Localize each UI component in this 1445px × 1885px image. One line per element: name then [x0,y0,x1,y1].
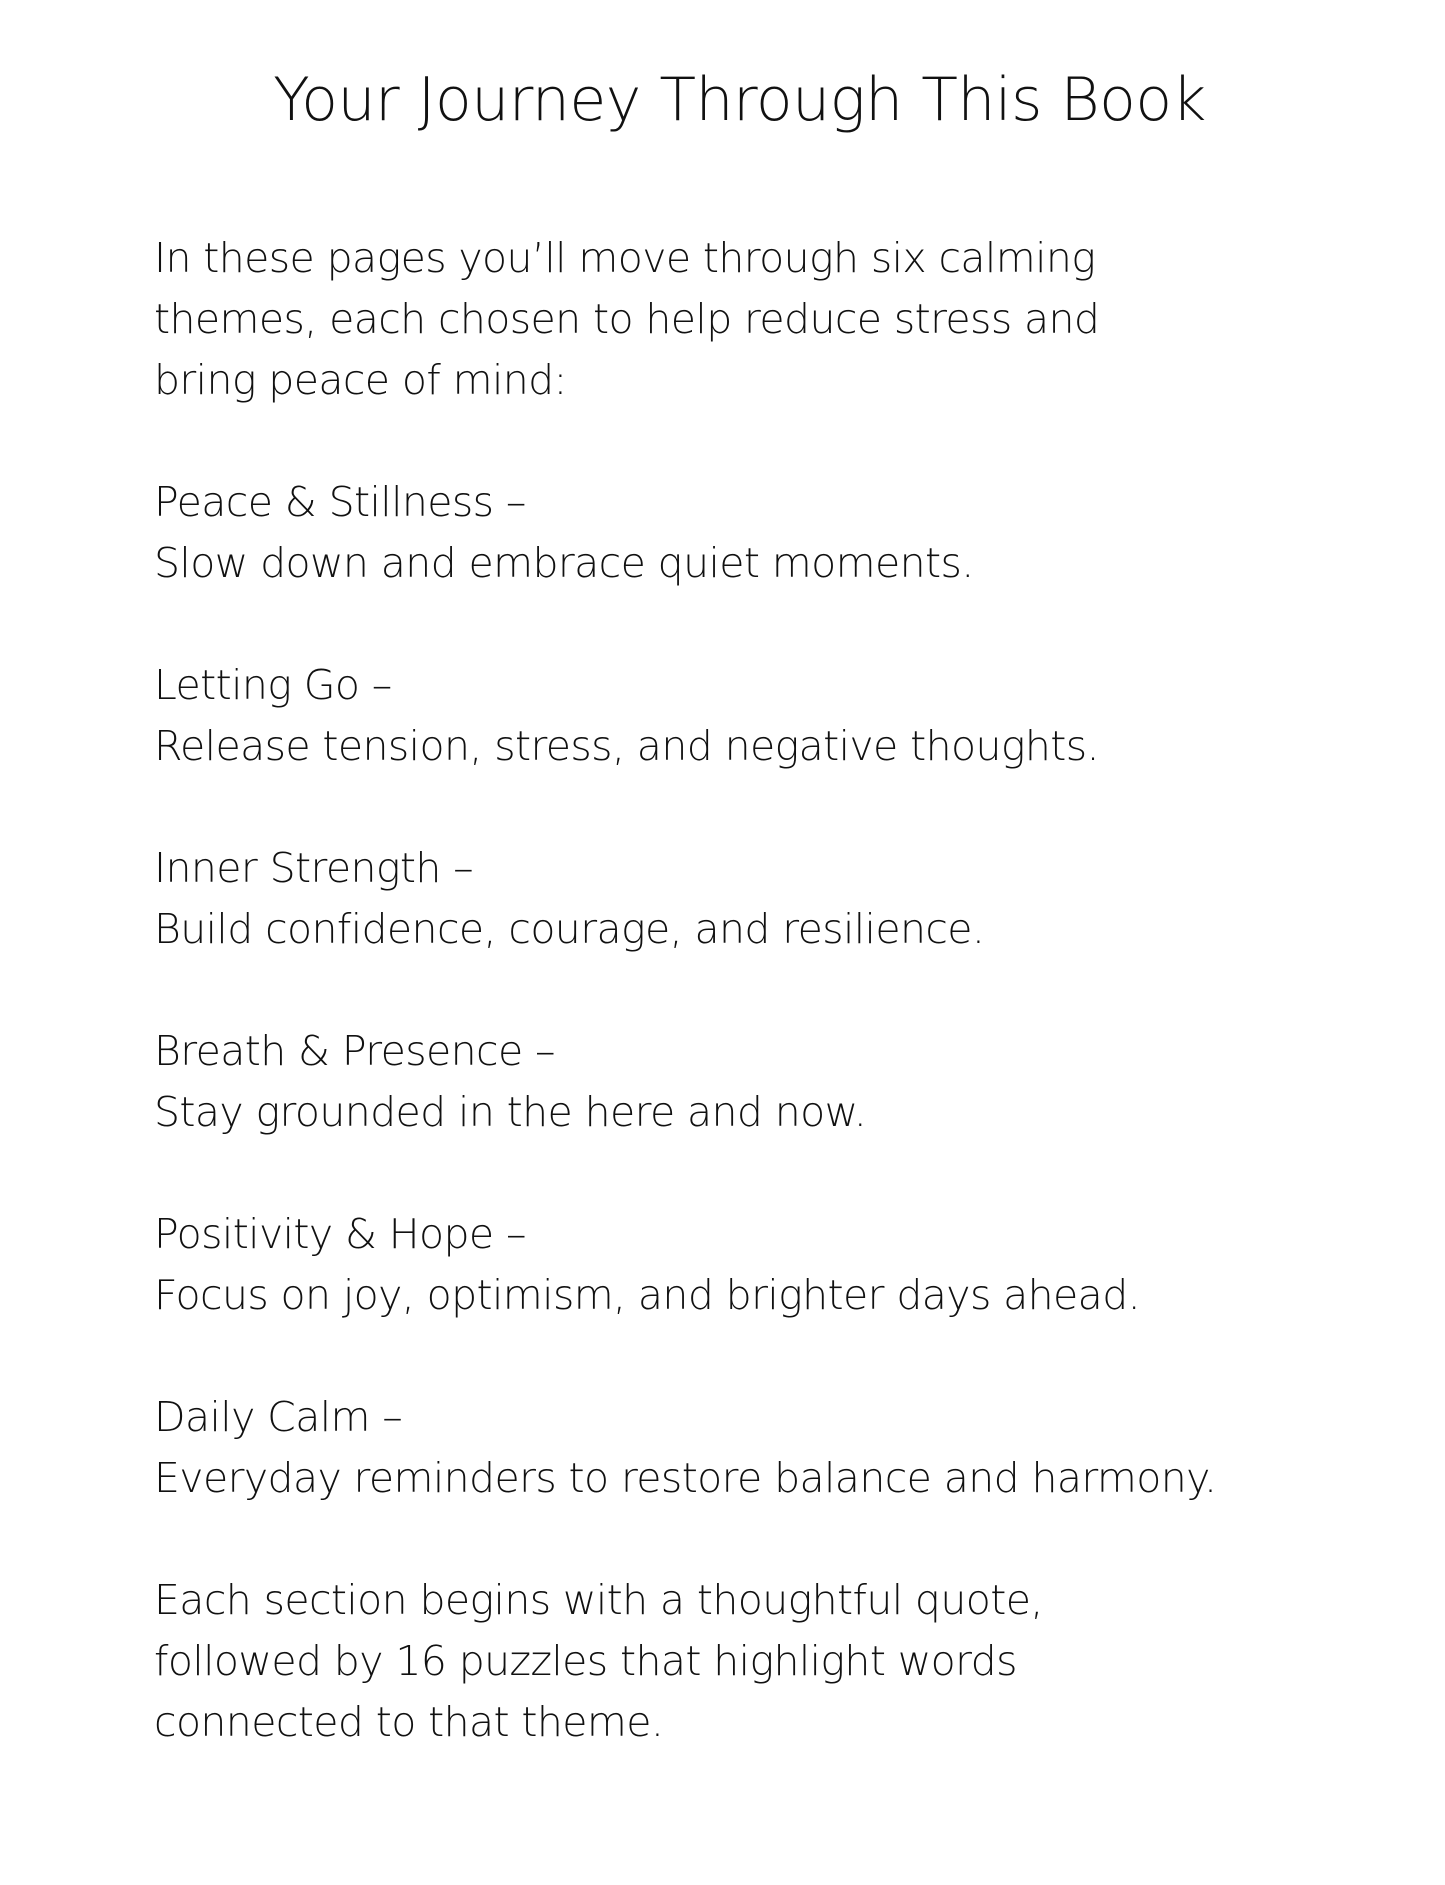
intro-line: bring peace of mind: [154,356,567,404]
theme-heading: Inner Strength – [154,844,474,892]
theme-positivity-hope [154,1204,1334,1326]
theme-heading: Positivity & Hope – [154,1210,526,1258]
theme-letting-go [154,655,1334,777]
theme-heading: Daily Calm – [154,1393,403,1441]
intro-line: In these pages you’ll move through six calming [154,234,1096,282]
theme-peace-stillness [154,472,1334,594]
intro-line: themes, each chosen to help reduce stress and [154,295,1100,343]
theme-heading: Breath & Presence – [154,1027,555,1075]
theme-description: Build confidence, courage, and resilience. [154,905,985,953]
page-content [154,228,1334,1753]
theme-description: Stay grounded in the here and now. [154,1088,867,1136]
intro-paragraph [154,228,1334,411]
theme-description: Slow down and embrace quiet moments. [154,539,974,587]
theme-heading: Letting Go – [154,661,392,709]
closing-paragraph [154,1570,1334,1753]
theme-description: Release tension, stress, and negative thoughts. [154,722,1099,770]
theme-description: Everyday reminders to restore balance and harmony. [154,1454,1217,1502]
closing-line: Each section begins with a thoughtful quote, [154,1576,1043,1624]
theme-daily-calm [154,1387,1334,1509]
closing-line: followed by 16 puzzles that highlight words [154,1637,1017,1685]
theme-breath-presence [154,1021,1334,1143]
theme-heading: Peace & Stillness – [154,478,526,526]
theme-inner-strength [154,838,1334,960]
closing-line: connected to that theme. [154,1698,664,1746]
page-title: Your Journey Through This Book [273,65,1206,135]
theme-description: Focus on joy, optimism, and brighter days ahead. [154,1271,1141,1319]
